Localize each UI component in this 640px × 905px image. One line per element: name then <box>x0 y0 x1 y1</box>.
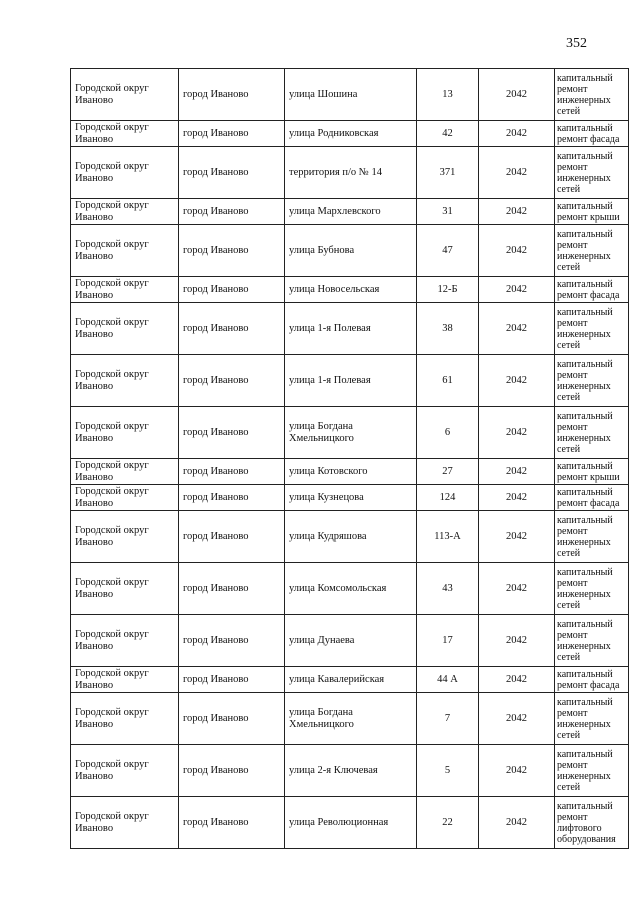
year-cell: 2042 <box>479 225 555 277</box>
work-type-cell: капитальный ремонт фасада <box>555 485 629 511</box>
year-cell: 2042 <box>479 693 555 745</box>
city-cell: город Иваново <box>179 563 285 615</box>
city-cell: город Иваново <box>179 615 285 667</box>
city-cell: город Иваново <box>179 277 285 303</box>
okrug-cell: Городской округ Иваново <box>71 121 179 147</box>
year-cell: 2042 <box>479 745 555 797</box>
work-type-cell: капитальный ремонт инженерных сетей <box>555 563 629 615</box>
city-cell: город Иваново <box>179 225 285 277</box>
house-number-cell: 13 <box>417 69 479 121</box>
okrug-cell: Городской округ Иваново <box>71 277 179 303</box>
table-row <box>71 563 629 615</box>
work-type-cell: капитальный ремонт инженерных сетей <box>555 615 629 667</box>
okrug-cell: Городской округ Иваново <box>71 563 179 615</box>
house-number-cell: 31 <box>417 199 479 225</box>
street-cell: улица Кузнецова <box>285 485 417 511</box>
okrug-cell: Городской округ Иваново <box>71 147 179 199</box>
table-row <box>71 407 629 459</box>
street-cell: улица Дунаева <box>285 615 417 667</box>
street-cell: улица 1-я Полевая <box>285 303 417 355</box>
house-number-cell: 61 <box>417 355 479 407</box>
city-cell: город Иваново <box>179 485 285 511</box>
table-row <box>71 511 629 563</box>
okrug-cell: Городской округ Иваново <box>71 693 179 745</box>
work-type-cell: капитальный ремонт инженерных сетей <box>555 407 629 459</box>
table-row <box>71 797 629 849</box>
repair-schedule-table <box>70 68 629 849</box>
year-cell: 2042 <box>479 667 555 693</box>
table-row <box>71 147 629 199</box>
city-cell: город Иваново <box>179 797 285 849</box>
okrug-cell: Городской округ Иваново <box>71 667 179 693</box>
house-number-cell: 5 <box>417 745 479 797</box>
street-cell: улица Мархлевского <box>285 199 417 225</box>
house-number-cell: 22 <box>417 797 479 849</box>
okrug-cell: Городской округ Иваново <box>71 511 179 563</box>
okrug-cell: Городской округ Иваново <box>71 797 179 849</box>
city-cell: город Иваново <box>179 121 285 147</box>
okrug-cell: Городской округ Иваново <box>71 355 179 407</box>
city-cell: город Иваново <box>179 147 285 199</box>
table-row <box>71 693 629 745</box>
table-row <box>71 303 629 355</box>
table-row <box>71 69 629 121</box>
page-number: 352 <box>566 36 587 51</box>
work-type-cell: капитальный ремонт фасада <box>555 121 629 147</box>
okrug-cell: Городской округ Иваново <box>71 745 179 797</box>
okrug-cell: Городской округ Иваново <box>71 69 179 121</box>
city-cell: город Иваново <box>179 303 285 355</box>
table-row <box>71 459 629 485</box>
year-cell: 2042 <box>479 303 555 355</box>
city-cell: город Иваново <box>179 667 285 693</box>
work-type-cell: капитальный ремонт крыши <box>555 199 629 225</box>
table-row <box>71 667 629 693</box>
street-cell: улица Новосельская <box>285 277 417 303</box>
city-cell: город Иваново <box>179 745 285 797</box>
table-body <box>71 69 629 849</box>
okrug-cell: Городской округ Иваново <box>71 303 179 355</box>
okrug-cell: Городской округ Иваново <box>71 225 179 277</box>
year-cell: 2042 <box>479 277 555 303</box>
house-number-cell: 44 А <box>417 667 479 693</box>
year-cell: 2042 <box>479 797 555 849</box>
city-cell: город Иваново <box>179 693 285 745</box>
house-number-cell: 371 <box>417 147 479 199</box>
city-cell: город Иваново <box>179 511 285 563</box>
year-cell: 2042 <box>479 69 555 121</box>
city-cell: город Иваново <box>179 459 285 485</box>
city-cell: город Иваново <box>179 407 285 459</box>
street-cell: улица Бубнова <box>285 225 417 277</box>
work-type-cell: капитальный ремонт инженерных сетей <box>555 147 629 199</box>
street-cell: улица Шошина <box>285 69 417 121</box>
street-cell: улица Богдана Хмельницкого <box>285 407 417 459</box>
house-number-cell: 42 <box>417 121 479 147</box>
house-number-cell: 27 <box>417 459 479 485</box>
work-type-cell: капитальный ремонт инженерных сетей <box>555 693 629 745</box>
house-number-cell: 17 <box>417 615 479 667</box>
city-cell: город Иваново <box>179 69 285 121</box>
work-type-cell: капитальный ремонт фасада <box>555 667 629 693</box>
okrug-cell: Городской округ Иваново <box>71 199 179 225</box>
table-row <box>71 745 629 797</box>
year-cell: 2042 <box>479 485 555 511</box>
street-cell: территория п/о № 14 <box>285 147 417 199</box>
work-type-cell: капитальный ремонт лифтового оборудования <box>555 797 629 849</box>
work-type-cell: капитальный ремонт инженерных сетей <box>555 69 629 121</box>
house-number-cell: 43 <box>417 563 479 615</box>
street-cell: улица Родниковская <box>285 121 417 147</box>
year-cell: 2042 <box>479 407 555 459</box>
table-row <box>71 199 629 225</box>
table-row <box>71 485 629 511</box>
house-number-cell: 6 <box>417 407 479 459</box>
house-number-cell: 47 <box>417 225 479 277</box>
okrug-cell: Городской округ Иваново <box>71 407 179 459</box>
table-row <box>71 121 629 147</box>
okrug-cell: Городской округ Иваново <box>71 485 179 511</box>
year-cell: 2042 <box>479 615 555 667</box>
street-cell: улица 1-я Полевая <box>285 355 417 407</box>
house-number-cell: 12-Б <box>417 277 479 303</box>
city-cell: город Иваново <box>179 199 285 225</box>
street-cell: улица Комсомольская <box>285 563 417 615</box>
table-row <box>71 355 629 407</box>
work-type-cell: капитальный ремонт инженерных сетей <box>555 511 629 563</box>
year-cell: 2042 <box>479 511 555 563</box>
city-cell: город Иваново <box>179 355 285 407</box>
work-type-cell: капитальный ремонт инженерных сетей <box>555 225 629 277</box>
year-cell: 2042 <box>479 147 555 199</box>
okrug-cell: Городской округ Иваново <box>71 615 179 667</box>
house-number-cell: 38 <box>417 303 479 355</box>
street-cell: улица Богдана Хмельницкого <box>285 693 417 745</box>
work-type-cell: капитальный ремонт фасада <box>555 277 629 303</box>
year-cell: 2042 <box>479 199 555 225</box>
street-cell: улица Революционная <box>285 797 417 849</box>
street-cell: улица 2-я Ключевая <box>285 745 417 797</box>
street-cell: улица Котовского <box>285 459 417 485</box>
table-row <box>71 277 629 303</box>
house-number-cell: 113-А <box>417 511 479 563</box>
work-type-cell: капитальный ремонт инженерных сетей <box>555 745 629 797</box>
table-row <box>71 615 629 667</box>
year-cell: 2042 <box>479 121 555 147</box>
year-cell: 2042 <box>479 355 555 407</box>
work-type-cell: капитальный ремонт инженерных сетей <box>555 355 629 407</box>
house-number-cell: 124 <box>417 485 479 511</box>
year-cell: 2042 <box>479 459 555 485</box>
street-cell: улица Кавалерийская <box>285 667 417 693</box>
table-row <box>71 225 629 277</box>
street-cell: улица Кудряшова <box>285 511 417 563</box>
okrug-cell: Городской округ Иваново <box>71 459 179 485</box>
work-type-cell: капитальный ремонт инженерных сетей <box>555 303 629 355</box>
work-type-cell: капитальный ремонт крыши <box>555 459 629 485</box>
house-number-cell: 7 <box>417 693 479 745</box>
year-cell: 2042 <box>479 563 555 615</box>
